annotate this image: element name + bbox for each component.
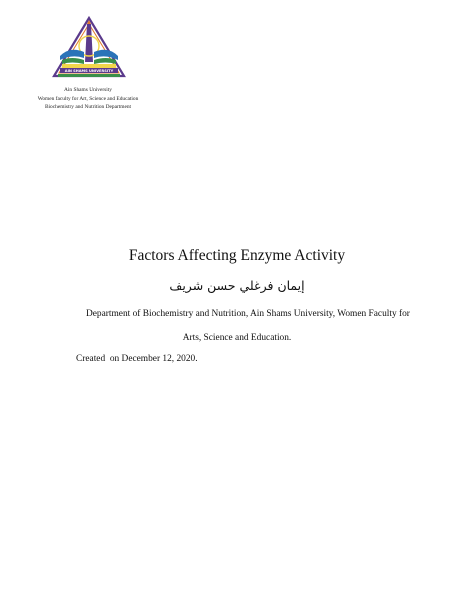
document-title: Factors Affecting Enzyme Activity — [128, 247, 346, 264]
department-name: Biochemistry and Nutrition Department — [44, 104, 132, 110]
university-logo-block — [24, 16, 152, 112]
university-emblem-icon — [50, 16, 128, 86]
university-name: Ain Shams University — [64, 87, 112, 93]
created-date: Created on December 12, 2020. — [76, 354, 198, 364]
logo-caption — [24, 86, 152, 112]
author-name: إيمان فرغلي حسن شريف — [169, 278, 305, 293]
affiliation-line-2: Arts, Science and Education. — [182, 333, 292, 343]
faculty-name: Women faculty for Art, Science and Education — [37, 95, 139, 102]
logo-banner-text: AIN SHAMS UNIVERSITY — [64, 69, 114, 73]
affiliation-line-1: Department of Biochemistry and Nutrition, Ain Shams University, Women Faculty for — [86, 309, 410, 319]
